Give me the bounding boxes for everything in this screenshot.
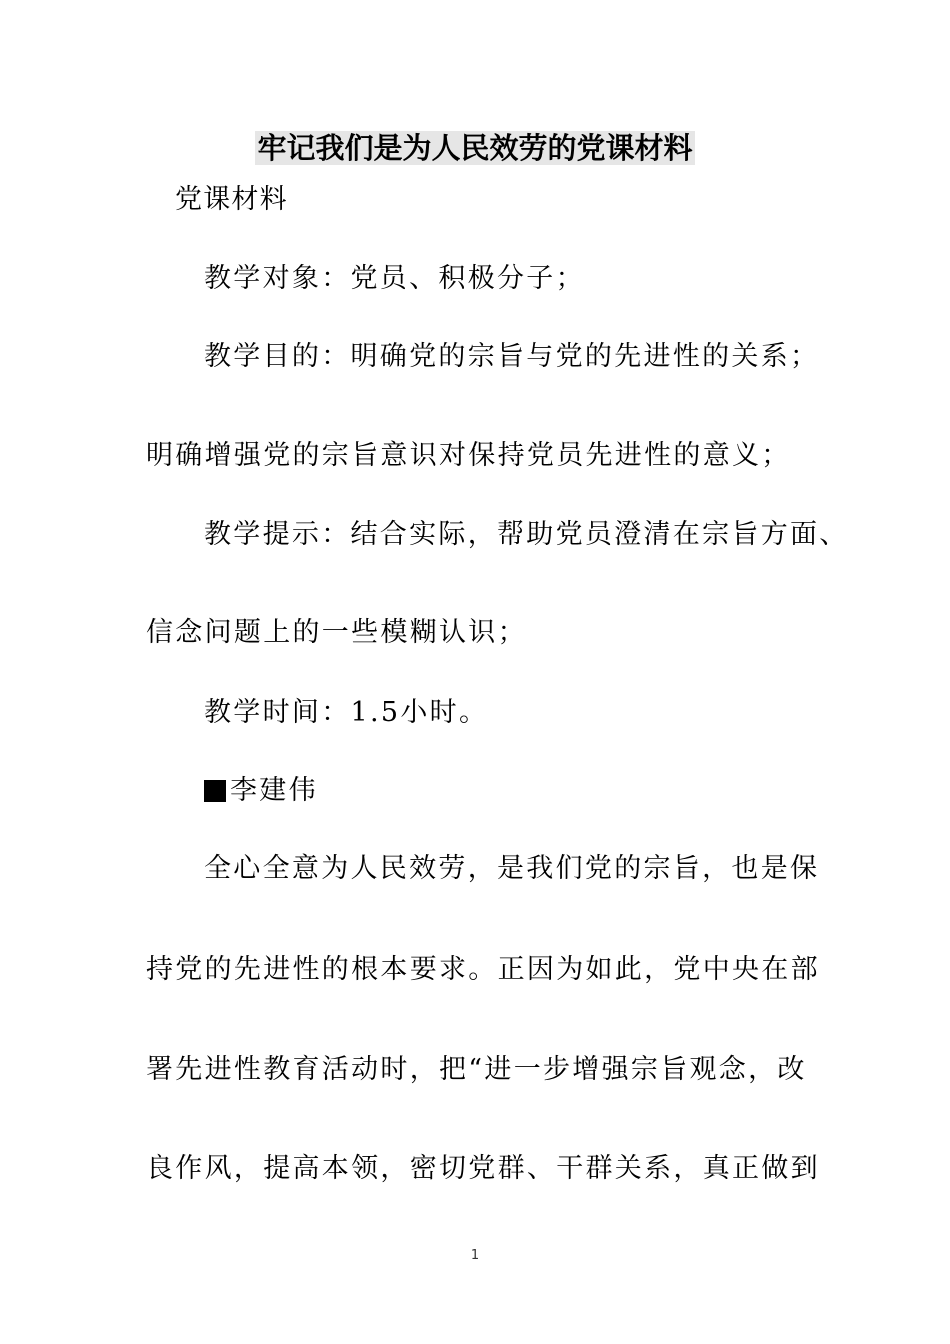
document-title [0, 128, 950, 168]
paragraph-line-teaching-time: 教学时间：1.5小时。 [204, 697, 489, 728]
paragraph-line-body-4: 良作风，提高本领，密切党群、干群关系，真正做到 [146, 1153, 820, 1184]
author-name: 李建伟 [230, 775, 318, 806]
page-number: 1 [470, 1248, 480, 1263]
author-line [204, 771, 318, 811]
black-square-icon [204, 780, 226, 802]
paragraph-line-body-3: 署先进性教育活动时，把“进一步增强宗旨观念，改 [146, 1054, 807, 1085]
paragraph-line-teaching-goal: 教学目的：明确党的宗旨与党的先进性的关系； [204, 341, 820, 372]
paragraph-line-teaching-object: 教学对象：党员、积极分子； [204, 263, 585, 294]
paragraph-line-teaching-hint: 教学提示：结合实际，帮助党员澄清在宗旨方面、 [204, 519, 849, 550]
paragraph-line-body-1: 全心全意为人民效劳，是我们党的宗旨，也是保 [204, 853, 820, 884]
document-title-text: 牢记我们是为人民效劳的党课材料 [257, 131, 693, 165]
paragraph-line-hint-continued: 信念问题上的一些模糊认识； [146, 617, 527, 648]
paragraph-line-goal-continued: 明确增强党的宗旨意识对保持党员先进性的意义； [146, 440, 791, 471]
paragraph-line-body-2: 持党的先进性的根本要求。正因为如此，党中央在部 [146, 954, 820, 985]
document-subtitle: 党课材料 [175, 184, 288, 215]
